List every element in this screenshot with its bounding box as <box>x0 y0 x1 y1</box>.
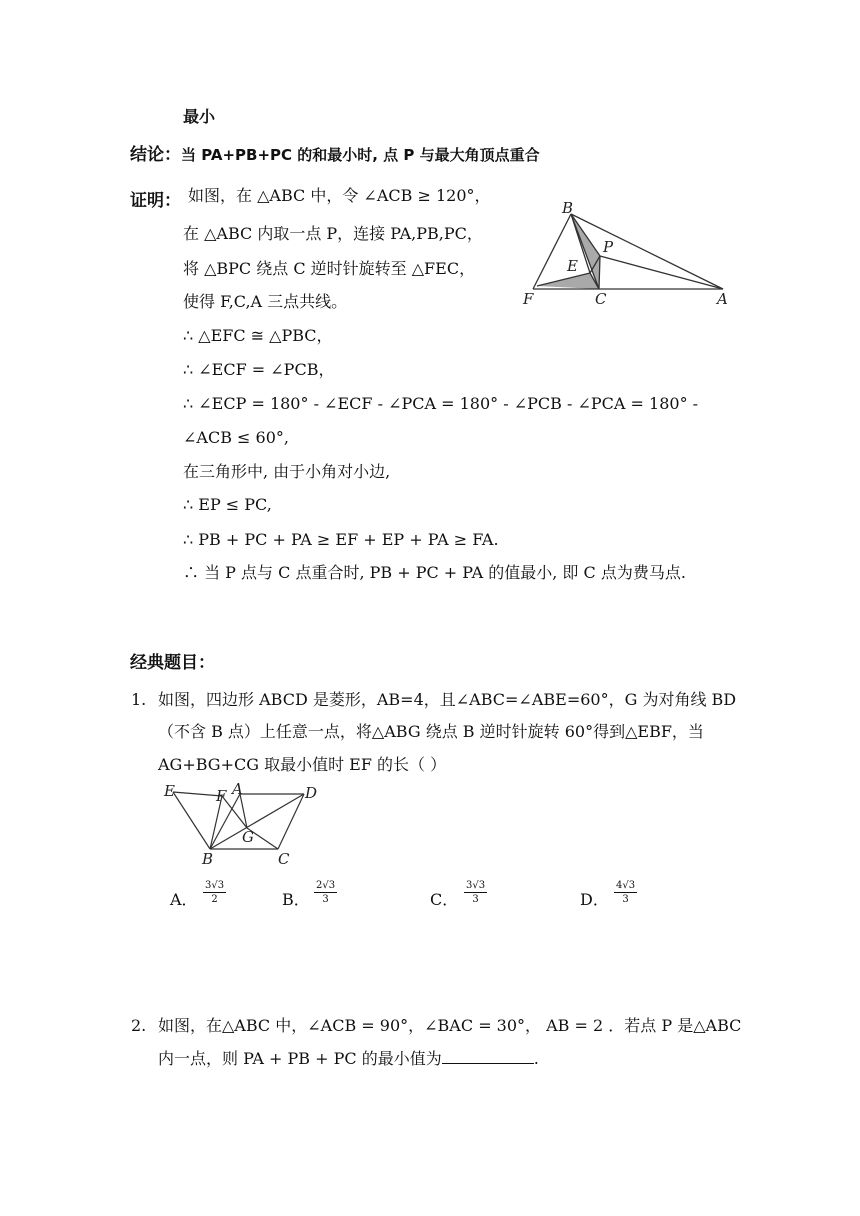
q1-option-a-label[interactable]: A． <box>170 890 198 909</box>
proof-label: 证明： <box>130 191 181 211</box>
proof-line-2: 在 △ABC 内取一点 P，连接 PA,PB,PC， <box>183 224 483 243</box>
q2-line-2-text: 内一点，则 PA + PB + PC 的最小值为 <box>158 1049 442 1068</box>
label-g: G <box>242 828 254 846</box>
q2-number: 2. <box>131 1016 147 1035</box>
q1-option-b-label[interactable]: B． <box>282 890 310 909</box>
section-title: 经典题目： <box>130 653 215 673</box>
shaded-triangle-fec <box>537 273 599 289</box>
intro-tail: 最小 <box>183 107 216 126</box>
label-f: F <box>523 290 534 308</box>
label-c: C <box>278 850 290 868</box>
label-p: P <box>603 238 614 256</box>
proof-line-4: 使得 F,C,A 三点共线。 <box>183 292 348 311</box>
q1-option-d-label[interactable]: D． <box>580 890 609 909</box>
q2-line-1: 如图，在△ABC 中，∠ACB = 90°，∠BAC = 30°， AB = 2 ．若点 P 是△ABC <box>158 1016 742 1035</box>
proof-line-7: ∴ ∠ECP = 180° - ∠ECF - ∠PCA = 180° - ∠PCB - ∠PCA = 180° - <box>183 394 699 413</box>
label-a: A <box>232 782 243 798</box>
q1-option-d-value: $\frac{4√3}{3}$ <box>616 880 636 905</box>
label-e: E <box>164 782 175 800</box>
q1-option-c-value: $\frac{3√3}{3}$ <box>466 880 486 905</box>
line-eb <box>173 792 210 849</box>
conclusion-text: 当 PA+PB+PC 的和最小时, 点 P 与最大角顶点重合 <box>181 146 540 164</box>
q1-option-b-value: $\frac{2√3}{3}$ <box>316 880 336 905</box>
q1-line-3: AG+BG+CG 取最小值时 EF 的长（ ） <box>158 755 447 774</box>
label-f: F <box>216 787 227 805</box>
conclusion-label: 结论： <box>130 145 181 165</box>
line-fb <box>533 214 571 289</box>
proof-line-11: ∴ PB + PC + PA ≥ EF + EP + PA ≥ FA. <box>183 530 499 549</box>
label-b: B <box>562 199 574 217</box>
q1-line-2: （不含 B 点）上任意一点，将△ABG 绕点 B 逆时针旋转 60°得到△EBF，当 <box>158 722 704 741</box>
conclusion <box>130 140 540 165</box>
q1-option-c-label[interactable]: C． <box>430 890 459 909</box>
proof-line-10: ∴ EP ≤ PC, <box>183 495 272 514</box>
figure-triangle-rotation <box>515 196 755 310</box>
q1-option-a-value: $\frac{3√3}{2}$ <box>205 880 225 905</box>
line-pa <box>600 256 723 289</box>
proof-line-12: ∴ 当 P 点与 C 点重合时, PB + PC + PA 的值最小, 即 C 点为费马点. <box>183 563 686 582</box>
label-b: B <box>202 850 214 868</box>
label-c: C <box>595 290 607 308</box>
proof-line-9: 在三角形中, 由于小角对小边, <box>183 462 391 481</box>
proof-line-8: ∠ACB ≤ 60°, <box>183 428 289 447</box>
proof-line-6: ∴ ∠ECF = ∠PCB， <box>183 360 335 379</box>
q1-line-1: 如图，四边形 ABCD 是菱形，AB=4，且∠ABC=∠ABE=60°，G 为对角线 BD <box>158 690 737 709</box>
q2-answer-blank[interactable] <box>442 1049 534 1064</box>
figure-rhombus <box>158 782 328 868</box>
label-e: E <box>567 257 578 275</box>
proof-line-3: 将 △BPC 绕点 C 逆时针旋转至 △FEC， <box>183 259 476 278</box>
proof-line-1: 如图，在 △ABC 中，令 ∠ACB ≥ 120°， <box>188 186 491 205</box>
label-d: D <box>305 784 318 802</box>
line-ef <box>173 792 222 796</box>
label-a: A <box>717 290 728 308</box>
proof-line-5: ∴ △EFC ≅ △PBC， <box>183 326 333 345</box>
q2-line-2 <box>158 1049 539 1069</box>
q1-number: 1. <box>131 690 147 709</box>
q2-line-2-end: . <box>533 1049 539 1068</box>
